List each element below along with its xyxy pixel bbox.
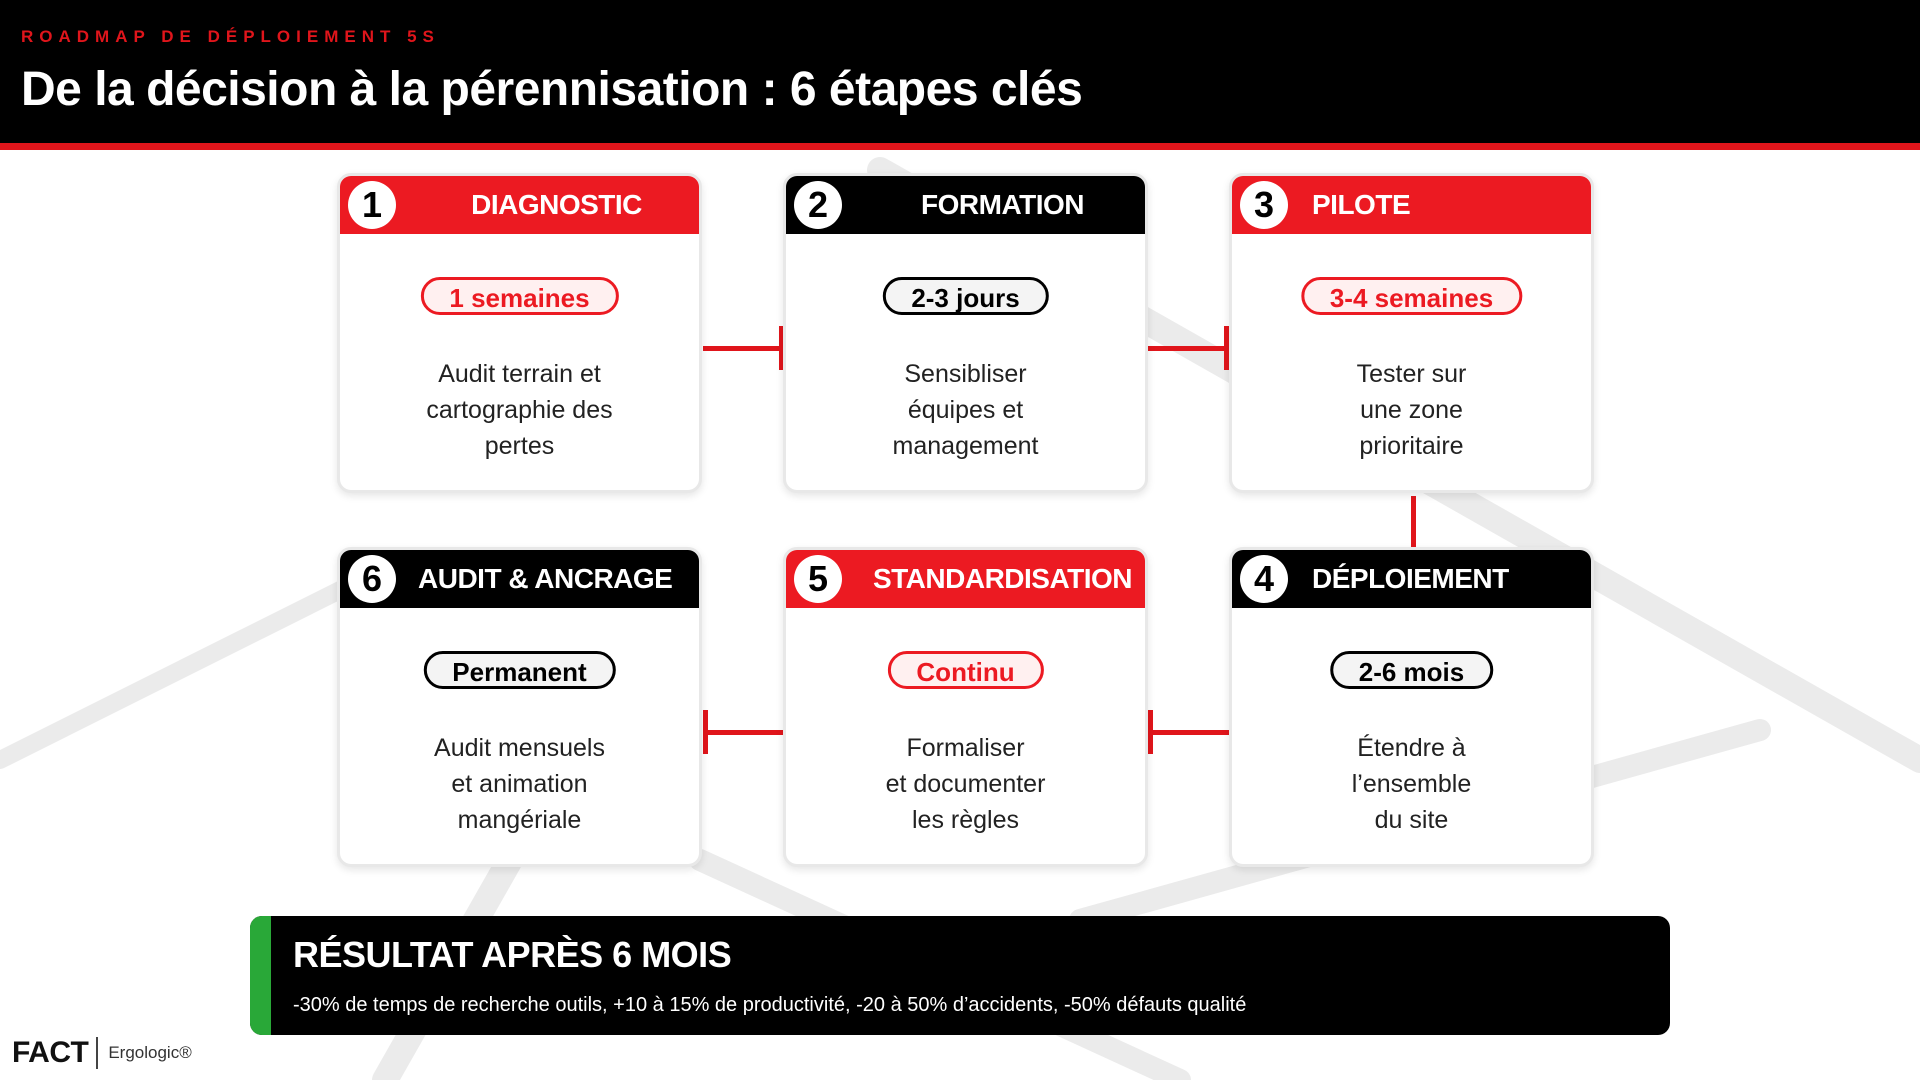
step-number-5: 5 [794, 555, 842, 603]
step-title-6: AUDIT & ANCRAGE [418, 563, 673, 594]
step-description-line: et animation [451, 770, 588, 798]
step-number-2: 2 [794, 181, 842, 229]
step-description-line: Audit mensuels [434, 734, 605, 762]
step-title-3: PILOTE [1312, 189, 1411, 220]
connector-4-5-cap [1148, 710, 1153, 754]
step-number-3: 3 [1240, 181, 1288, 229]
step-description-line: les règles [912, 806, 1019, 834]
step-description-2 [806, 356, 1125, 464]
step-header-2 [786, 176, 1145, 234]
connector-4-5 [1148, 730, 1230, 735]
step-description-line: management [892, 432, 1039, 460]
connector-5-6-cap [703, 710, 708, 754]
step-description-line: Audit terrain et [438, 360, 601, 388]
step-duration-2: 2-3 jours [882, 277, 1048, 315]
brand-subtitle: Ergologic® [108, 1043, 192, 1062]
step-title-2: FORMATION [921, 189, 1084, 220]
connector-3-4 [1411, 496, 1416, 548]
step-duration-1: 1 semaines [420, 277, 618, 315]
step-description-4 [1252, 730, 1571, 838]
step-header-1 [340, 176, 699, 234]
step-description-line: prioritaire [1359, 432, 1464, 460]
step-duration-5: Continu [887, 651, 1043, 689]
step-description-line: pertes [484, 432, 555, 460]
header-bar [0, 0, 1920, 143]
step-description-line: une zone [1360, 396, 1463, 424]
step-header-6 [340, 550, 699, 608]
connector-2-3 [1148, 346, 1228, 351]
step-title-4: DÉPLOIEMENT [1312, 563, 1509, 594]
step-card-1 [337, 173, 702, 493]
step-card-2 [783, 173, 1148, 493]
logo-separator [96, 1037, 98, 1069]
step-duration-6: Permanent [423, 651, 615, 689]
step-description-line: Sensibliser [904, 360, 1027, 388]
result-title: RÉSULTAT APRÈS 6 MOIS [293, 934, 732, 975]
connector-1-2 [703, 346, 783, 351]
step-header-5 [786, 550, 1145, 608]
step-description-line: l’ensemble [1351, 770, 1472, 798]
result-accent-stripe [250, 916, 271, 1035]
step-number-4: 4 [1240, 555, 1288, 603]
step-description-line: Tester sur [1356, 360, 1467, 388]
header-rule [0, 143, 1920, 150]
footer-logo [12, 1035, 192, 1071]
step-card-3 [1229, 173, 1594, 493]
step-description-line: Étendre à [1357, 734, 1466, 762]
step-description-line: équipes et [907, 396, 1024, 424]
step-duration-3: 3-4 semaines [1301, 277, 1522, 315]
step-card-4 [1229, 547, 1594, 867]
connector-5-6 [703, 730, 785, 735]
header-kicker: ROADMAP DE DÉPLOIEMENT 5S [21, 27, 440, 46]
step-description-1 [360, 356, 679, 464]
step-duration-4: 2-6 mois [1330, 651, 1494, 689]
step-description-line: Formaliser [906, 734, 1025, 762]
step-description-line: mangériale [457, 806, 582, 834]
step-header-3 [1232, 176, 1591, 234]
step-header-4 [1232, 550, 1591, 608]
brand-logo: FACT [12, 1036, 89, 1069]
page-title: De la décision à la pérennisation : 6 étapes clés [21, 63, 1083, 116]
step-number-6: 6 [348, 555, 396, 603]
step-number-1: 1 [348, 181, 396, 229]
step-description-line: cartographie des [426, 396, 613, 424]
step-description-6 [360, 730, 679, 838]
step-card-6 [337, 547, 702, 867]
result-box [250, 916, 1670, 1035]
step-title-5: STANDARDISATION [872, 563, 1132, 594]
step-description-5 [806, 730, 1125, 838]
step-description-3 [1252, 356, 1571, 464]
step-description-line: du site [1374, 806, 1449, 834]
step-description-line: et documenter [885, 770, 1046, 798]
step-card-5 [783, 547, 1148, 867]
result-text: -30% de temps de recherche outils, +10 à 15% de productivité, -20 à 50% d’accidents, -50% défauts qualité [293, 994, 1247, 1016]
step-title-1: DIAGNOSTIC [471, 189, 642, 220]
